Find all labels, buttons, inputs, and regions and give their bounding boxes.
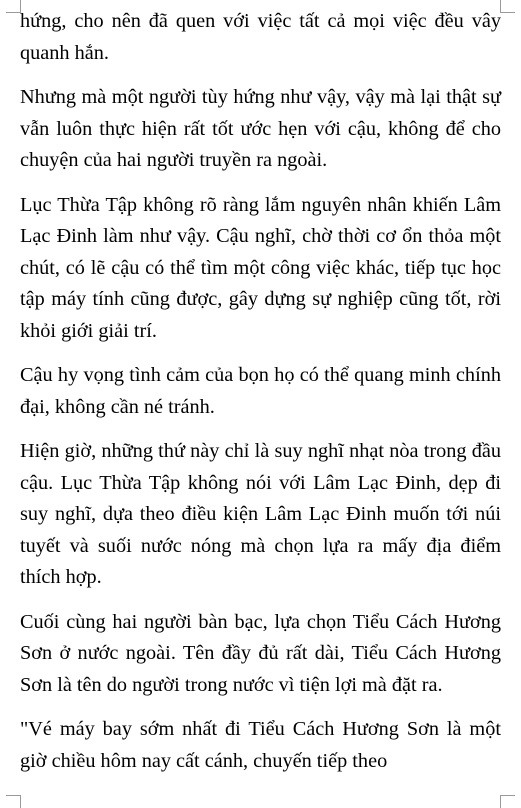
paragraph: Hiện giờ, những thứ này chỉ là suy nghĩ nhạt nòa trong đầu cậu. Lục Thừa Tập không nói với Lâm Lạc Đinh, dẹp đi suy nghĩ, dựa theo điều kiện Lâm Lạc Đinh muốn tới núi tuyết và suối nước nóng mà chọn lựa ra mấy địa điểm thích hợp. <box>20 440 501 588</box>
paragraph: Cậu hy vọng tình cảm của bọn họ có thể quang minh chính đại, không cần né tránh. <box>20 364 501 418</box>
crop-mark-top-right <box>500 0 515 13</box>
paragraph: "Vé máy bay sớm nhất đi Tiểu Cách Hương Sơn là một giờ chiều hôm nay cất cánh, chuyến tiếp theo <box>20 718 501 772</box>
crop-mark-bottom-right <box>500 795 515 808</box>
paragraph: Lục Thừa Tập không rõ ràng lắm nguyên nhân khiến Lâm Lạc Đinh làm như vậy. Cậu nghĩ, chờ thời cơ ổn thỏa một chút, có lẽ cậu có thể tìm một công việc khác, tiếp tục học tập máy tính cũng được, gây dựng sự nghiệp cũng tốt, rời khỏi giới giải trí. <box>20 193 501 342</box>
paragraph: Cuối cùng hai người bàn bạc, lựa chọn Tiểu Cách Hương Sơn ở nước ngoài. Tên đầy đủ rất dài, Tiểu Cách Hương Sơn là tên do người trong nước vì tiện lợi mà đặt ra. <box>20 610 501 696</box>
paragraph: hứng, cho nên đã quen với việc tất cả mọi việc đều vây quanh hắn. <box>20 10 501 64</box>
paragraph: Nhưng mà một người tùy hứng như vậy, vậy mà lại thật sự vẫn luôn thực hiện rất tốt ước hẹn với cậu, không để cho chuyện của hai người truyền ra ngoài. <box>20 86 501 171</box>
crop-mark-bottom-left <box>6 795 21 808</box>
crop-mark-top-left <box>6 0 21 13</box>
document-body <box>20 6 501 790</box>
